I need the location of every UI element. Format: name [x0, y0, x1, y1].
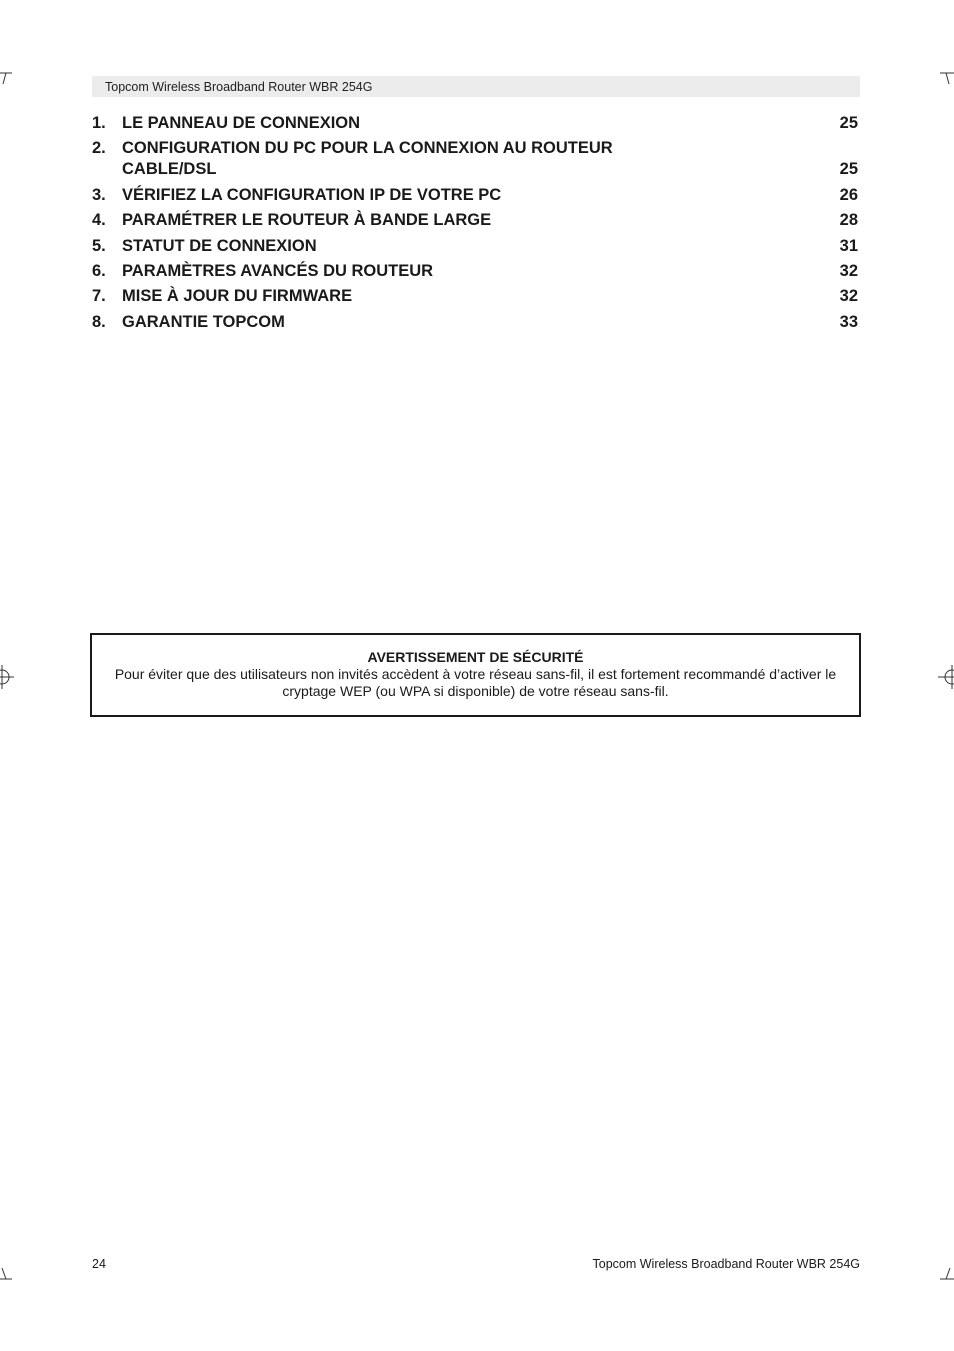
toc-title: CONFIGURATION DU PC POUR LA CONNEXION AU ROUTEUR CABLE/DSL	[122, 139, 613, 178]
toc-title: VÉRIFIEZ LA CONFIGURATION IP DE VOTRE PC	[122, 186, 502, 204]
toc-entry-2[interactable]	[92, 138, 858, 180]
toc-entry-7[interactable]	[92, 286, 858, 307]
warning-text: Pour éviter que des utilisateurs non invités accèdent à votre réseau sans-fil, il est fortement recommandé d’activer le cryptage WEP (ou WPA si disponible) de votre réseau sans-fil.	[114, 666, 837, 699]
crop-mark-top-left-icon	[0, 62, 16, 86]
toc-number: 1.	[92, 114, 106, 132]
toc-page-number: 28	[839, 211, 858, 229]
toc-title: LE PANNEAU DE CONNEXION	[122, 114, 361, 132]
toc-title: PARAMÈTRES AVANCÉS DU ROUTEUR	[122, 262, 434, 280]
footer-page-number: 24	[92, 1257, 106, 1271]
toc-number: 3.	[92, 186, 106, 204]
toc-title: PARAMÉTRER LE ROUTEUR À BANDE LARGE	[122, 211, 492, 229]
toc-title: MISE À JOUR DU FIRMWARE	[122, 287, 353, 305]
toc-page-number: 26	[839, 186, 858, 204]
toc-entry-1[interactable]	[92, 113, 858, 134]
toc-number: 5.	[92, 237, 106, 255]
table-of-contents	[92, 113, 858, 333]
toc-page-number: 25	[839, 114, 858, 132]
toc-page-number: 31	[839, 237, 858, 255]
header-title: Topcom Wireless Broadband Router WBR 254G	[105, 80, 373, 94]
toc-entry-5[interactable]	[92, 236, 858, 257]
toc-entry-4[interactable]	[92, 210, 858, 231]
registration-mark-left-icon	[0, 665, 16, 689]
crop-mark-bottom-right-icon	[936, 1266, 954, 1286]
toc-page-number: 32	[839, 287, 858, 305]
toc-page-number: 25	[839, 160, 858, 178]
toc-title: GARANTIE TOPCOM	[122, 313, 285, 331]
toc-title: STATUT DE CONNEXION	[122, 237, 317, 255]
warning-title: AVERTISSEMENT DE SÉCURITÉ	[367, 649, 584, 665]
crop-mark-top-right-icon	[936, 62, 954, 86]
registration-mark-right-icon	[936, 665, 954, 689]
toc-number: 7.	[92, 287, 106, 305]
safety-warning-box	[90, 633, 861, 717]
toc-number: 2.	[92, 139, 106, 157]
toc-number: 6.	[92, 262, 106, 280]
toc-page-number: 32	[839, 262, 858, 280]
toc-entry-8[interactable]	[92, 312, 858, 333]
toc-entry-3[interactable]	[92, 185, 858, 206]
footer-title: Topcom Wireless Broadband Router WBR 254G	[592, 1257, 860, 1271]
toc-number: 4.	[92, 211, 106, 229]
crop-mark-bottom-left-icon	[0, 1266, 16, 1286]
running-header	[92, 76, 860, 97]
toc-page-number: 33	[839, 313, 858, 331]
toc-entry-6[interactable]	[92, 261, 858, 282]
toc-number: 8.	[92, 313, 106, 331]
